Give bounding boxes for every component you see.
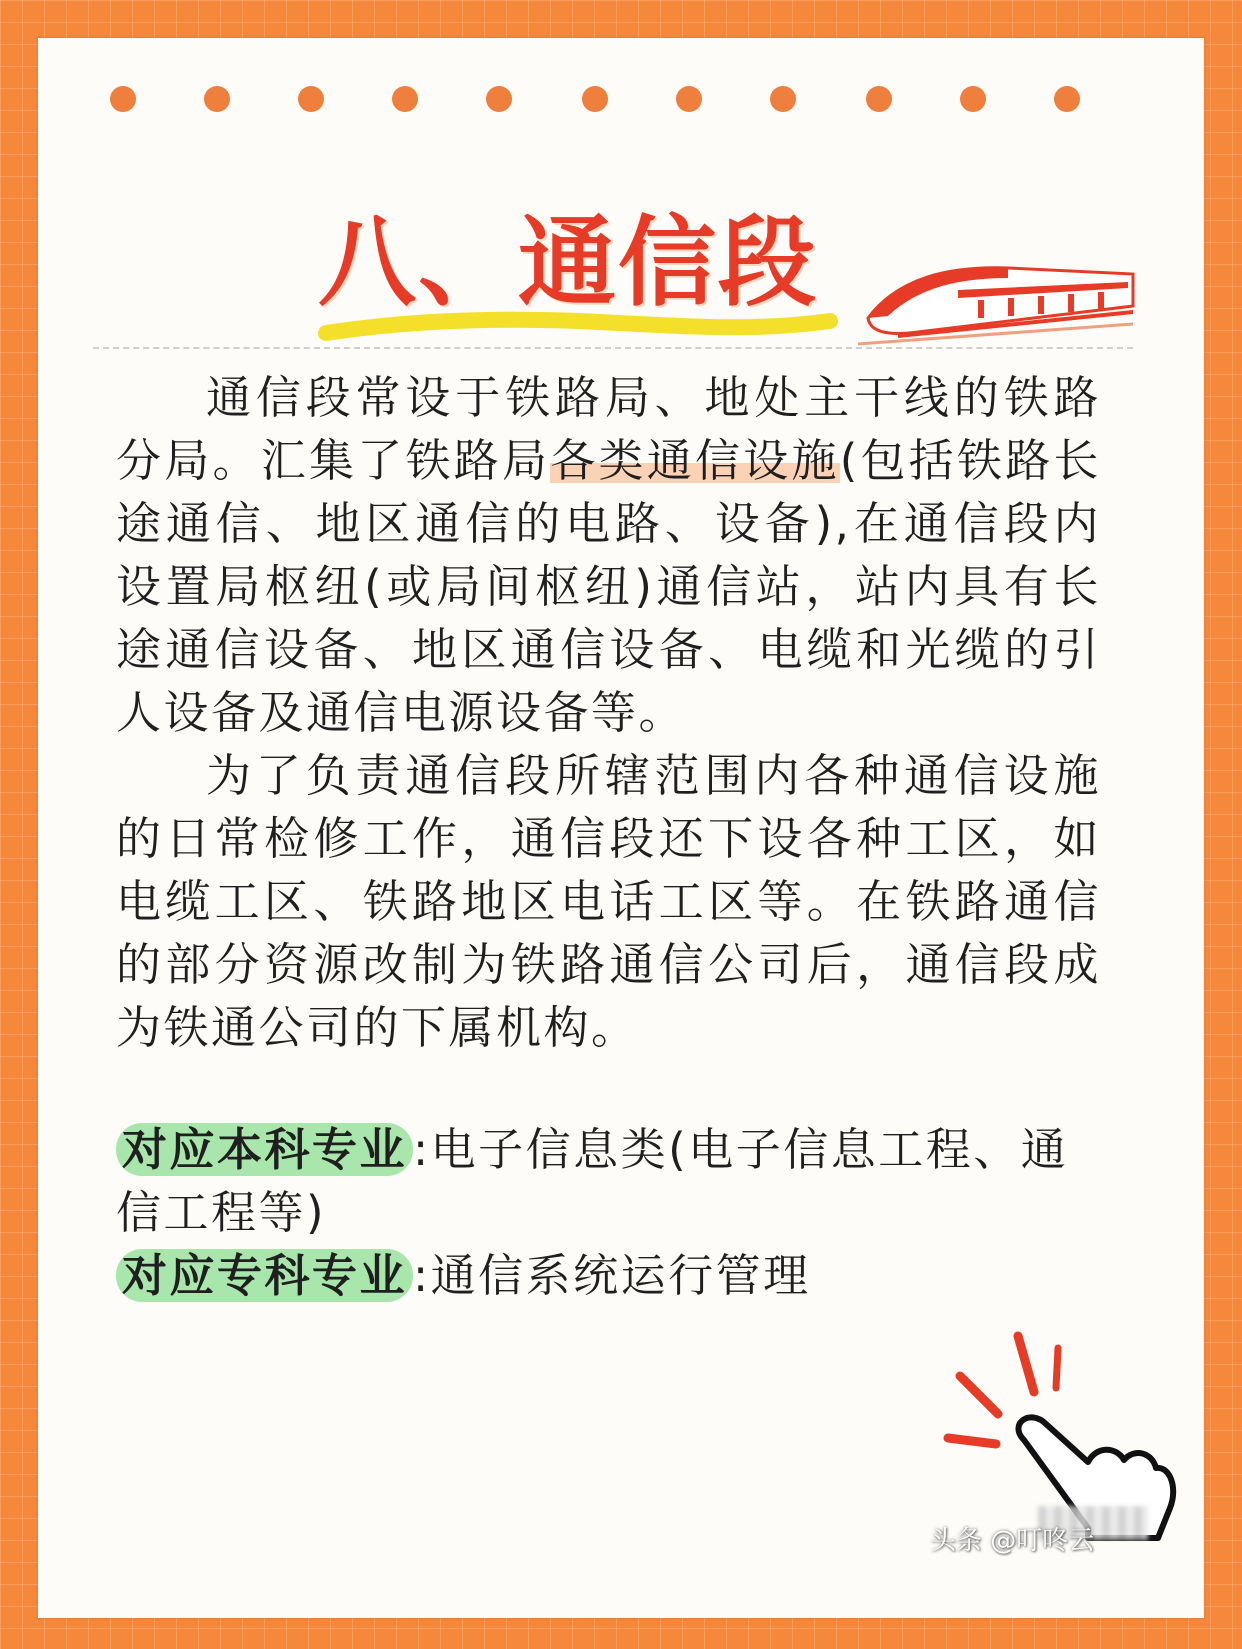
majors-section (116, 1118, 1101, 1307)
paragraph-1-end: (包括铁路长途通信、地区通信的电路、设备),在通信段内设置局枢纽(或局间枢纽)通信站，站内具有长途通信设备、地区通信设备、电缆和光缆的引人设备及通信电源设备等。 (116, 434, 1101, 739)
hole-dot (676, 86, 702, 112)
watermark: 头条 @叮咚云 (930, 1526, 1095, 1556)
title-block (318, 203, 1118, 363)
highlighted-phrase: 各类通信设施 (550, 434, 840, 487)
paragraph-1-start: 通信段常设于铁路局、地处主干线的铁路分局。汇集了铁路局 (116, 371, 1101, 487)
undergrad-major-label: 对应本科专业 (116, 1123, 413, 1176)
junior-major-label: 对应专科专业 (116, 1249, 413, 1302)
undergrad-major-value: :电子信息类(电子信息工程、通信工程等) (116, 1123, 1069, 1239)
hole-dot (866, 86, 892, 112)
body-text (116, 366, 1101, 1059)
undergrad-major-row (116, 1118, 1101, 1244)
hole-dot (110, 86, 136, 112)
hole-dot (582, 86, 608, 112)
hole-dot (486, 86, 512, 112)
hole-dot (392, 86, 418, 112)
paper-card (38, 38, 1204, 1618)
hole-dot (298, 86, 324, 112)
page-title: 八、通信段 (318, 206, 819, 320)
hole-dot (1054, 86, 1080, 112)
train-icon (858, 248, 1138, 348)
hole-dot (204, 86, 230, 112)
paragraph-2: 为了负责通信段所辖范围内各种通信设施的日常检修工作，通信段还下设各种工区，如电缆工区、铁路地区电话工区等。在铁路通信的部分资源改制为铁路通信公司后，通信段成为铁通公司的下属机构。 (116, 749, 1101, 1054)
junior-major-row (116, 1244, 1101, 1307)
hole-dot (960, 86, 986, 112)
junior-major-value: :通信系统运行管理 (413, 1249, 811, 1302)
divider (93, 347, 1133, 349)
hole-dot (770, 86, 796, 112)
paragraph-1 (116, 366, 1101, 744)
